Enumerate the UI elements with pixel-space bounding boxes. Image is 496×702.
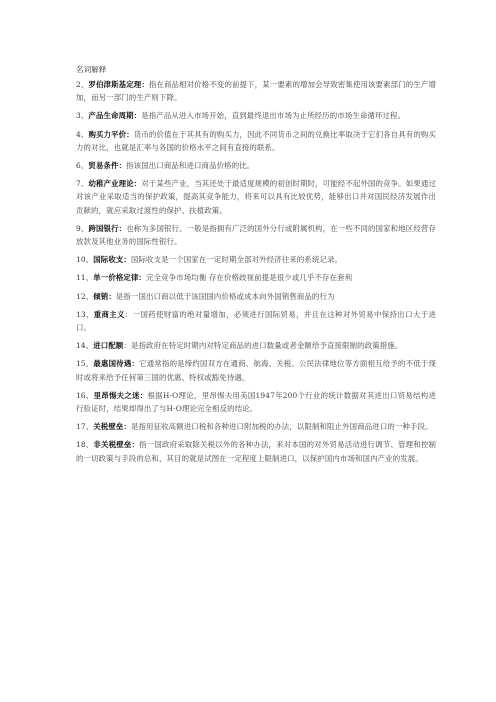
entry-number: 3、 xyxy=(76,111,89,121)
term-entry xyxy=(76,290,436,303)
term-entry xyxy=(76,389,436,415)
entry-number: 15、 xyxy=(76,359,94,369)
entry-term: 关税壁垒： xyxy=(93,422,131,432)
entry-term: 非关税壁垒： xyxy=(93,440,140,450)
entry-term: 产品生命周期： xyxy=(88,111,142,121)
term-entry xyxy=(76,109,436,122)
entry-term: 跨国银行： xyxy=(88,223,127,233)
entry-number: 18、 xyxy=(76,440,94,450)
entry-number: 12、 xyxy=(76,291,94,301)
term-entry xyxy=(76,78,436,104)
entry-number: 7、 xyxy=(76,179,89,189)
entry-term: 贸易条件： xyxy=(88,161,127,171)
entry-definition: 货币的价值在于其具有的购买力，因此不同货币之间的兑换比率取决于它们各自具有的购买力的对比，也就是汇率与各国的价格水平之间有直接的联系。 xyxy=(76,129,436,152)
entry-definition: ：一国药使财富的绝对量增加，必须进行国际贸易，并且在这种对外贸易中保持出口大于进口。 xyxy=(76,309,436,333)
entry-number: 11、 xyxy=(76,273,94,283)
entry-definition: 对于某些产业，当其还处于最适度规模的初创时期时，可能经不起外国的竞争。如果通过对该产业采取适当的保护政策，提高其竞争能力，将来可以具有比较优势，能够出口并对国民经济发展作出贡献的，就应采取过渡性的保护、扶植政策。 xyxy=(76,179,436,215)
entry-term: 重商主义 xyxy=(93,309,125,319)
term-entry xyxy=(76,128,436,154)
entry-number: 4、 xyxy=(76,129,89,139)
entry-definition: 指该国出口商品和进口商品价格的比。 xyxy=(126,161,255,171)
entry-number: 9、 xyxy=(76,223,89,233)
term-entry xyxy=(76,420,436,433)
entry-definition: ：是指政府在特定时期内对特定商品的进口数量或者金额给予直接限制的政策措施。 xyxy=(123,341,403,351)
entry-term: 倾销： xyxy=(93,291,116,301)
entry-definition: 指一国政府采取除关税以外的各种办法，来对本国的对外贸易活动进行调节、管理和控制的一切政策与手段的总和，其目的就是试图在一定程度上限制进口，以保护国内市场和国内产业的发展。 xyxy=(76,440,437,463)
entry-number: 10、 xyxy=(76,255,94,265)
term-entry xyxy=(76,308,436,334)
entry-number: 14、 xyxy=(76,341,94,351)
page-title: 名词解释 xyxy=(76,65,107,74)
entry-definition: 完全竞争市场均衡 存在价格歧视前提是很少或几乎不存在套利 xyxy=(146,273,353,283)
term-entry xyxy=(76,253,436,266)
entry-term: 购买力平价： xyxy=(88,129,134,139)
entry-number: 6、 xyxy=(76,161,89,171)
term-entry xyxy=(76,339,436,352)
term-entry xyxy=(76,438,436,464)
entry-term: 最惠国待遇： xyxy=(93,359,140,369)
entry-definition: 指在商品相对价格不变的前提下，某一要素的增加会导致密集使用该要素部门的生产增加，而另一部门的生产则下降。 xyxy=(76,80,436,103)
term-entry xyxy=(76,222,436,248)
term-entry xyxy=(76,357,436,383)
entry-definition: 是指一国出口商以低于该国国内价格或成本向外国销售商品的行为 xyxy=(115,291,335,301)
entry-definition: 国际收支是一个国家在一定时期全部对外经济往来的系统记录。 xyxy=(130,255,343,265)
entry-term: 幼稚产业理论： xyxy=(88,179,142,189)
entry-definition: 它通常指的是缔约国双方在通商、航海、关税、公民法律地位等方面相互给予的不低于现时或将来给予任何第三国的优惠、特权或豁免待遇。 xyxy=(76,359,437,382)
entry-definition: 是指产品从进入市场开始，直到最终退出市场为止所经历的市场生命循环过程。 xyxy=(141,111,406,121)
term-list xyxy=(76,78,436,465)
entry-term: 进口配额 xyxy=(93,341,124,351)
entry-definition: 根据H-O理论，里昂惕夫用美国1947年200个行业的统计数据对其进出口贸易结构进行验证时，结果却得出了与H-O理论完全相反的结论。 xyxy=(76,390,436,414)
entry-definition: 也称为多国银行。一般是指拥有广泛的国外分行或附属机构，在一些不同的国家和地区经营存放款及其他业务的国际性银行。 xyxy=(76,223,436,247)
entry-term: 单一价格定律： xyxy=(93,273,147,283)
term-entry xyxy=(76,271,436,284)
term-entry xyxy=(76,159,436,172)
entry-number: 16、 xyxy=(76,390,94,400)
term-entry xyxy=(76,177,436,217)
document-page xyxy=(76,64,436,470)
entry-term: 里昂惕夫之迷： xyxy=(93,390,148,400)
entry-number: 13、 xyxy=(76,309,94,319)
entry-term: 国际收支： xyxy=(93,255,131,265)
entry-number: 2、 xyxy=(76,80,89,89)
entry-number: 17、 xyxy=(76,422,94,432)
entry-definition: 是指用征收高额进口税和各种进口附加税的办法，以限制和阻止外国商品进口的一种手段。 xyxy=(130,422,433,432)
entry-term: 罗伯津斯基定理： xyxy=(88,80,149,89)
